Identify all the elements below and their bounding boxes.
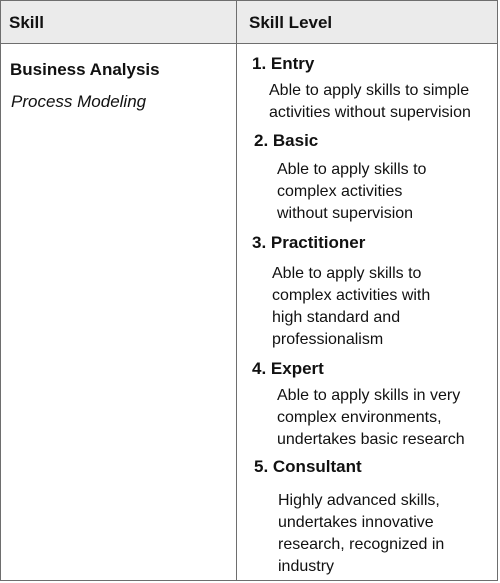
level-title: 4. Expert: [252, 359, 324, 378]
description-line: Able to apply skills to simple: [269, 82, 470, 99]
level-description: [278, 490, 444, 578]
description-line: Able to apply skills to: [277, 161, 427, 178]
description-line: complex environments,: [277, 409, 442, 426]
skill-subcategory: Process Modeling: [11, 92, 147, 111]
description-line: research, recognized in: [278, 536, 445, 553]
level-title: 5. Consultant: [254, 457, 362, 476]
header-skill: Skill: [9, 13, 44, 32]
description-line: professionalism: [272, 331, 384, 348]
level-description: [277, 159, 426, 225]
description-line: Able to apply skills to: [272, 265, 422, 282]
header-skill-level: Skill Level: [249, 13, 333, 32]
level-description: [269, 80, 471, 124]
description-line: without supervision: [277, 205, 414, 222]
level-description: [272, 263, 430, 351]
column-divider: [236, 1, 237, 580]
description-line: activities without supervision: [269, 104, 471, 121]
level-title: 1. Entry: [252, 54, 315, 73]
description-line: undertakes basic research: [277, 431, 465, 448]
description-line: undertakes innovative: [278, 514, 434, 531]
level-title: 3. Practitioner: [252, 233, 366, 252]
description-line: Highly advanced skills,: [278, 492, 440, 509]
description-line: complex activities with: [272, 287, 431, 304]
skill-name: Business Analysis: [10, 60, 160, 79]
description-line: industry: [278, 558, 335, 575]
level-title: 2. Basic: [254, 131, 319, 150]
level-description: [277, 385, 465, 451]
description-line: high standard and: [272, 309, 401, 326]
table-header: [1, 1, 497, 44]
description-line: complex activities: [277, 183, 403, 200]
description-line: Able to apply skills in very: [277, 387, 461, 404]
